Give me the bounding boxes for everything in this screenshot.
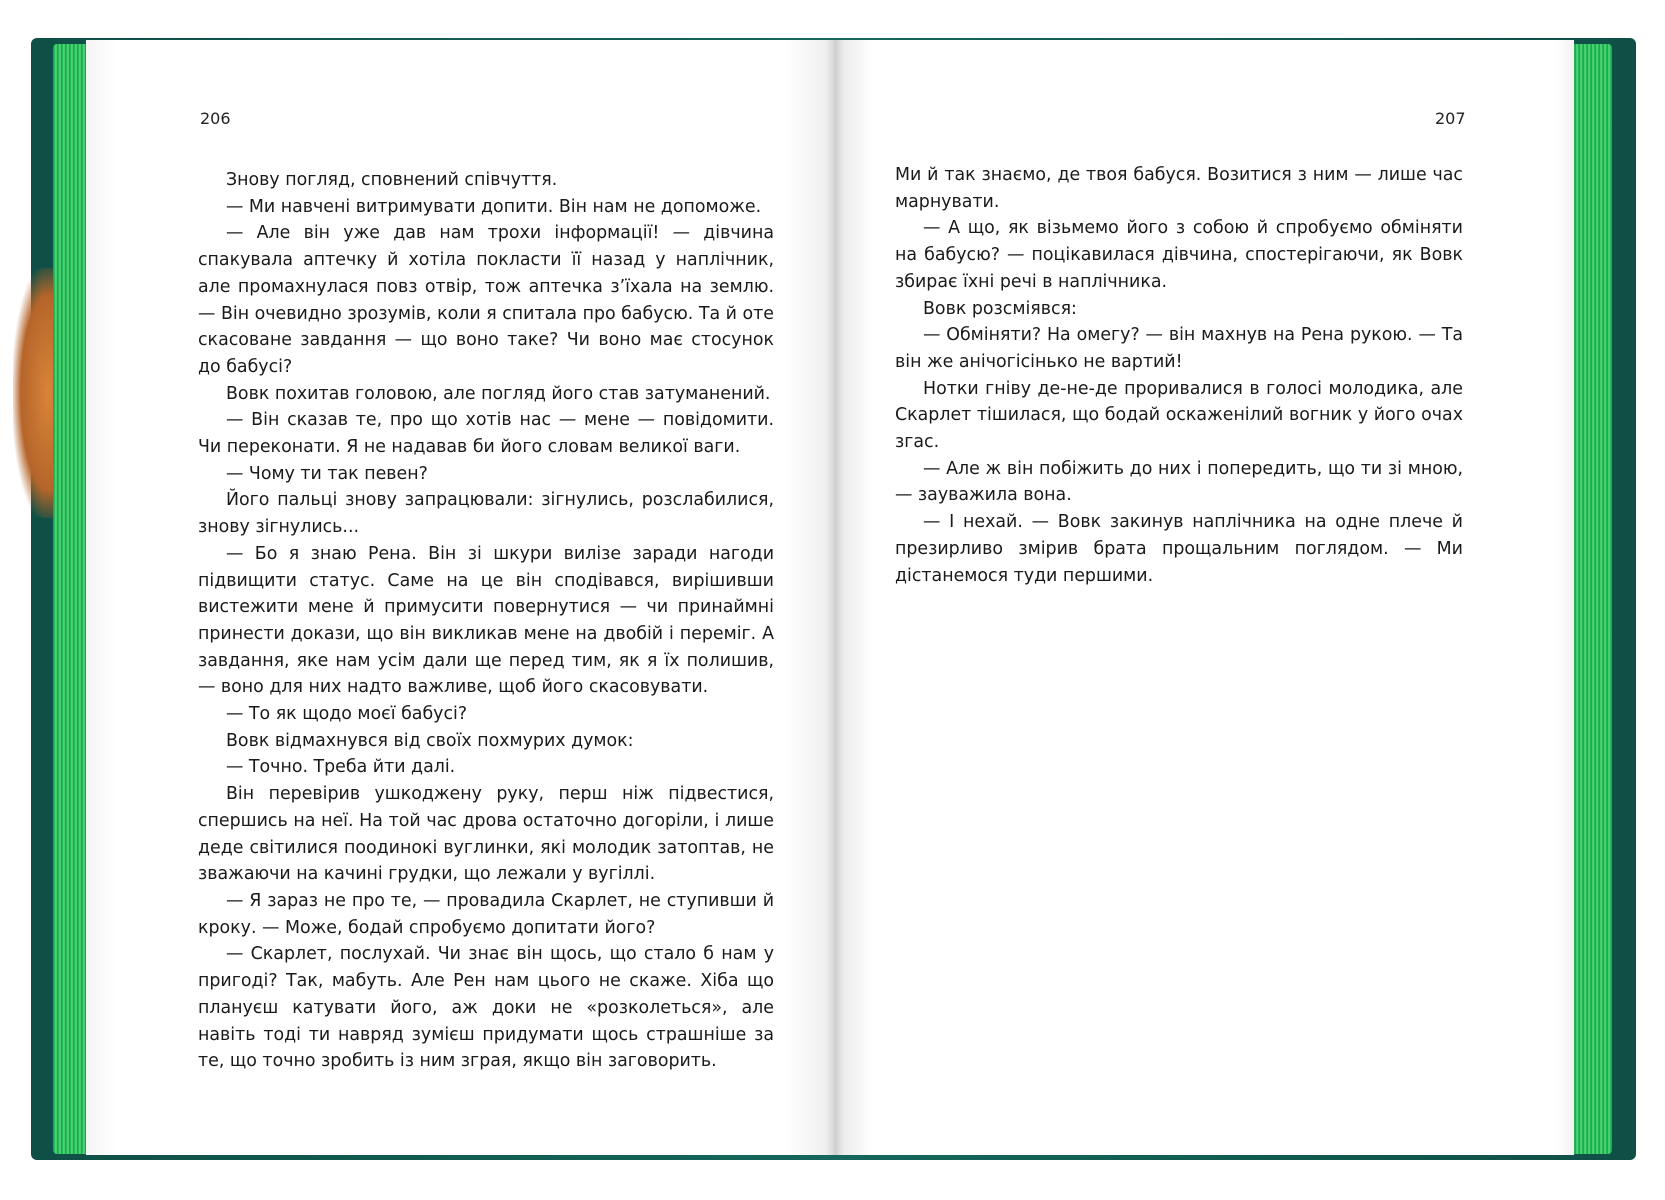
paragraph: — Обміняти? На омегу? — він махнув на Рена рукою. — Та він же анічогісінько не вартий! [895, 325, 1463, 372]
page-number-left: 206 [200, 109, 231, 128]
paragraph: — Я зараз не про те, — провадила Скарлет, не ступивши й кроку. — Може, бодай спробуємо допитати його? [198, 890, 774, 938]
paragraph: — І нехай. — Вовк закинув наплічника на одне плече й презирливо змірив брата прощальним поглядом. — Ми дістанемося туди першими. [895, 512, 1463, 586]
paragraph: Вовк похитав головою, але погляд його став затуманений. [226, 383, 771, 404]
paragraph: — Точно. Треба йти далі. [226, 757, 456, 778]
page-edges-right [1568, 44, 1612, 1154]
paragraph: Його пальці знову запрацювали: зігнулись, розслабилися, знову зігнулись... [198, 490, 774, 538]
left-page-text [198, 167, 774, 1075]
paragraph: Нотки гніву де-не-де проривалися в голосі молодика, але Скарлет тішилася, що бодай оскаженілий вогник у його очах згас. [895, 378, 1463, 453]
paragraph-continuation: Ми й так знаємо, де твоя бабуся. Возитися з ним — лише час марнувати. [895, 165, 1463, 212]
paragraph: — Ми навчені витримувати допити. Він нам не допоможе. [226, 196, 762, 217]
paragraph: — Скарлет, послухай. Чи знає він щось, що стало б нам у пригоді? Так, мабуть. Але Рен нам цього не скаже. Хіба що плануєш катувати його, аж доки не «розколеться», але навіть тоді ти навряд зумієш придумати щось страшніше за те, що точно зробить із ним зграя, якщо він заговорить. [198, 944, 774, 1072]
paragraph: — Він сказав те, про що хотів нас — мене — повідомити. Чи переконати. Я не надавав би його словам великої ваги. [198, 410, 774, 458]
book-gutter [826, 40, 844, 1155]
paragraph: — То як щодо моєї бабусі? [226, 704, 468, 725]
paragraph: — Бо я знаю Рена. Він зі шкури вилізе заради нагоди підвищити статус. Саме на це він сподівався, вирішивши вистежити мене й примусити повернутися — чи принаймні принести докази, що він викликав мене на двобій і переміг. А завдання, яке нам усім дали ще перед тим, як я їх полишив, — воно для них надто важливе, щоб його скасовувати. [198, 543, 774, 698]
paragraph: — Чому ти так певен? [226, 463, 428, 484]
paragraph: — Але ж він побіжить до них і попередить, що ти зі мною, — зауважила вона. [895, 458, 1463, 506]
paragraph: Вовк відмахнувся від своїх похмурих думок: [226, 730, 634, 751]
page-number-right: 207 [1435, 109, 1466, 128]
paragraph: Він перевірив ушкоджену руку, перш ніж підвестися, спершись на неї. На той час дрова остаточно догоріли, і лише деде світилися поодинокі вуглинки, які молодик затоптав, не зважаючи на качині грудки, що лежали у вугіллі. [198, 784, 774, 885]
right-page-text [895, 162, 1463, 589]
paragraph: Знову погляд, сповнений співчуття. [226, 170, 558, 190]
paragraph: — А що, як візьмемо його з собою й спробуємо обміняти на бабусю? — поцікавилася дівчина, спостерігаючи, як Вовк збирає їхні речі в наплічника. [895, 218, 1463, 292]
paragraph: — Але він уже дав нам трохи інформації! — дівчина спакувала аптечку й хотіла покласти її назад у наплічник, але промахнулася повз отвір, тож аптечка з’їхала на землю. — Він очевидно зрозумів, коли я спитала про бабусю. Та й оте скасоване завдання — що воно таке? Чи воно має стосунок до бабусі? [198, 223, 774, 377]
paragraph: Вовк розсміявся: [923, 298, 1077, 319]
